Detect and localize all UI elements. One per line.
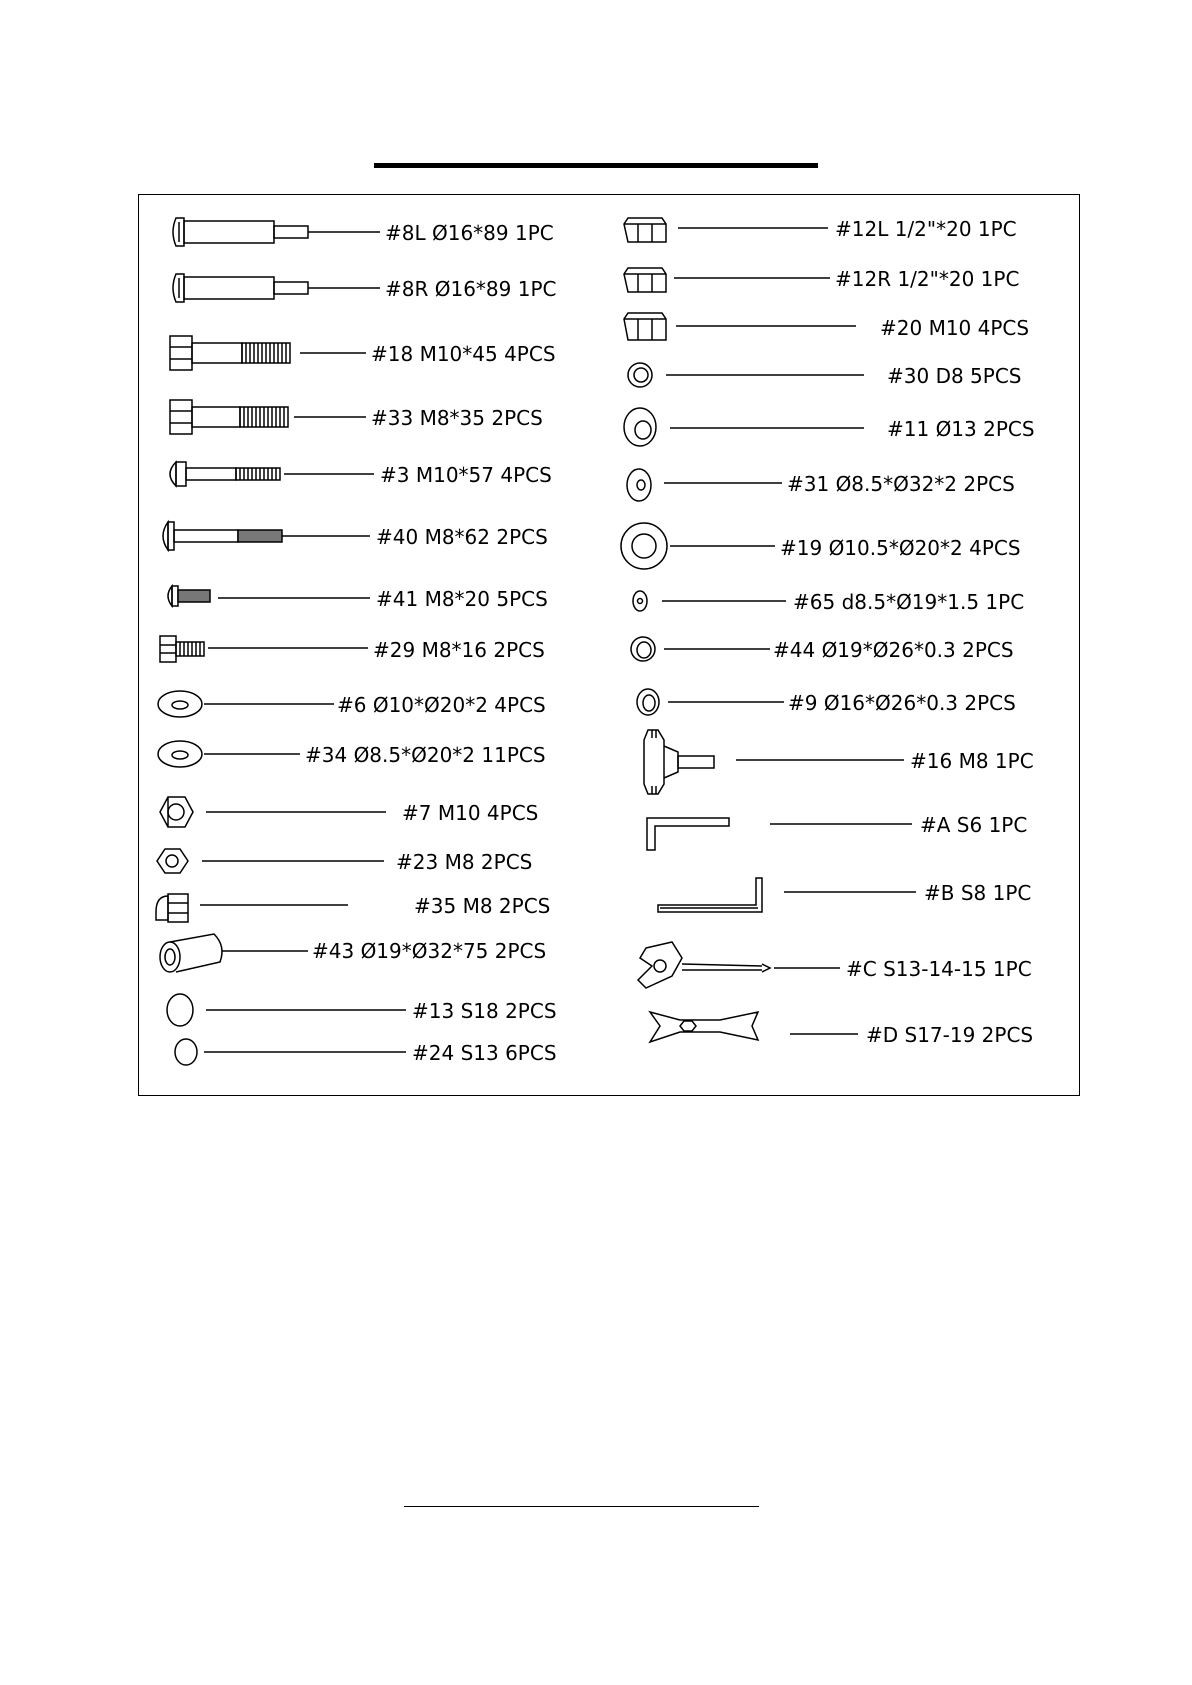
bushing-icon xyxy=(160,934,222,972)
thin-washer-icon xyxy=(637,689,659,715)
flat-washer-icon xyxy=(627,469,651,501)
part-label-31: #31 Ø8.5*Ø32*2 2PCS xyxy=(787,472,1015,496)
spring-washer-icon xyxy=(628,363,652,387)
part-label-18: #18 M10*45 4PCS xyxy=(371,342,556,366)
part-label-43: #43 Ø19*Ø32*75 2PCS xyxy=(312,939,547,963)
part-label-16: #16 M8 1PC xyxy=(910,749,1034,773)
flat-washer-icon xyxy=(621,523,667,569)
part-label-8r: #8R Ø16*89 1PC xyxy=(385,277,557,301)
curved-washer-icon xyxy=(158,741,202,767)
curved-washer-icon xyxy=(158,691,202,717)
end-cap-icon xyxy=(175,1039,197,1065)
hex-bolt-icon xyxy=(170,400,288,434)
end-cap-icon xyxy=(167,994,193,1026)
multi-wrench-icon xyxy=(638,942,770,988)
part-label-d: #D S17-19 2PCS xyxy=(866,1023,1034,1047)
part-label-11: #11 Ø13 2PCS xyxy=(887,417,1035,441)
part-label-41: #41 M8*20 5PCS xyxy=(376,587,548,611)
carriage-bolt-icon xyxy=(170,462,280,486)
knob-icon xyxy=(644,730,714,794)
hex-nut-icon xyxy=(624,313,666,340)
part-label-20: #20 M10 4PCS xyxy=(880,316,1030,340)
part-label-23: #23 M8 2PCS xyxy=(396,850,533,874)
allen-key-icon xyxy=(658,878,762,912)
hex-screw-icon xyxy=(160,636,204,662)
thin-washer-icon xyxy=(631,637,655,661)
flange-head-shoulder-bolt-icon xyxy=(173,218,308,246)
part-label-40: #40 M8*62 2PCS xyxy=(376,525,548,549)
nylon-nut-icon xyxy=(160,797,193,827)
part-label-29: #29 M8*16 2PCS xyxy=(373,638,545,662)
part-label-3: #3 M10*57 4PCS xyxy=(380,463,552,487)
part-label-13: #13 S18 2PCS xyxy=(412,999,557,1023)
part-label-a: #A S6 1PC xyxy=(920,813,1028,837)
part-label-12r: #12R 1/2"*20 1PC xyxy=(835,267,1020,291)
part-label-b: #B S8 1PC xyxy=(924,881,1032,905)
open-wrench-icon xyxy=(650,1012,758,1042)
allen-key-icon xyxy=(647,818,729,850)
part-label-19: #19 Ø10.5*Ø20*2 4PCS xyxy=(780,536,1021,560)
part-label-24: #24 S13 6PCS xyxy=(412,1041,557,1065)
flat-washer-icon xyxy=(633,591,647,611)
bottom-rule xyxy=(404,1506,759,1507)
part-label-44: #44 Ø19*Ø26*0.3 2PCS xyxy=(773,638,1014,662)
flange-head-shoulder-bolt-icon xyxy=(173,274,308,302)
hex-bolt-icon xyxy=(170,336,290,370)
part-label-9: #9 Ø16*Ø26*0.3 2PCS xyxy=(788,691,1016,715)
button-head-screw-icon xyxy=(168,586,210,606)
part-label-33: #33 M8*35 2PCS xyxy=(371,406,543,430)
button-head-bolt-icon xyxy=(163,522,282,550)
part-label-7: #7 M10 4PCS xyxy=(402,801,539,825)
part-label-c: #C S13-14-15 1PC xyxy=(846,957,1032,981)
nylon-nut-icon xyxy=(157,849,188,873)
hex-nut-icon xyxy=(624,268,666,292)
part-label-6: #6 Ø10*Ø20*2 4PCS xyxy=(337,693,546,717)
part-label-35: #35 M8 2PCS xyxy=(414,894,551,918)
part-label-65: #65 d8.5*Ø19*1.5 1PC xyxy=(793,590,1025,614)
part-label-12l: #12L 1/2"*20 1PC xyxy=(835,217,1017,241)
part-label-8l: #8L Ø16*89 1PC xyxy=(385,221,554,245)
hex-nut-icon xyxy=(624,218,666,242)
spring-washer-icon xyxy=(624,408,656,446)
cap-nut-icon xyxy=(156,894,188,922)
part-label-34: #34 Ø8.5*Ø20*2 11PCS xyxy=(305,743,546,767)
part-label-30: #30 D8 5PCS xyxy=(887,364,1022,388)
